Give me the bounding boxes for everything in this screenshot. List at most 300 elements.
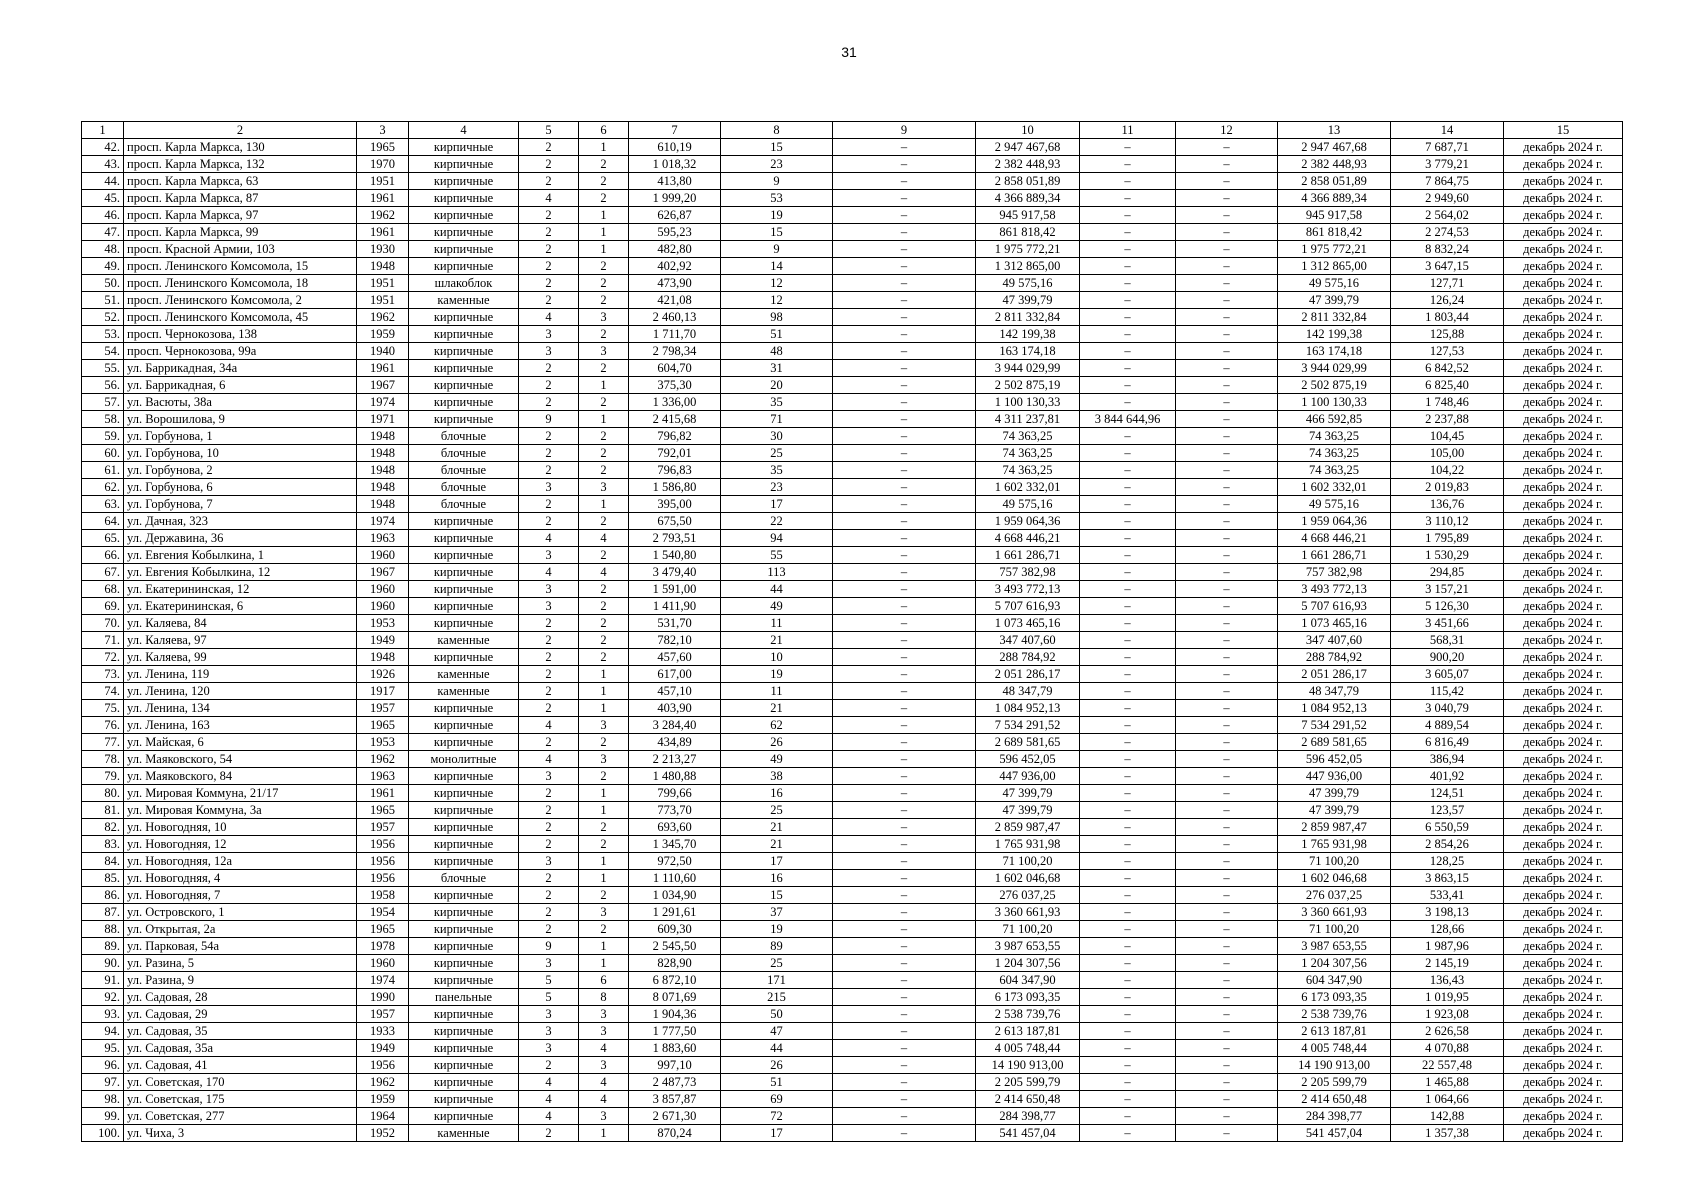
cell-address: ул. Горбунова, 1 xyxy=(124,428,357,445)
cell-cost-per-sqm: 401,92 xyxy=(1391,768,1504,785)
cell-completion-date: декабрь 2024 г. xyxy=(1504,717,1623,734)
cell-floors: 4 xyxy=(519,564,579,581)
cell-residents: 17 xyxy=(721,853,833,870)
cell-address: просп. Карла Маркса, 97 xyxy=(124,207,357,224)
cell-year-built: 1964 xyxy=(357,1108,409,1125)
cell-cost-col-12: – xyxy=(1176,734,1278,751)
cell-wall-material: кирпичные xyxy=(409,972,519,989)
cell-total-cost: 284 398,77 xyxy=(976,1108,1080,1125)
cell-wall-material: кирпичные xyxy=(409,1023,519,1040)
cell-cost-col-13: 74 363,25 xyxy=(1278,428,1391,445)
cell-cost-col-9: – xyxy=(833,989,976,1006)
cell-year-built: 1961 xyxy=(357,224,409,241)
cell-row-number: 79. xyxy=(82,768,124,785)
cell-cost-col-9: – xyxy=(833,479,976,496)
cell-floors: 2 xyxy=(519,173,579,190)
cell-total-area: 792,01 xyxy=(629,445,721,462)
cell-cost-col-13: 71 100,20 xyxy=(1278,853,1391,870)
cell-cost-col-11: – xyxy=(1080,972,1176,989)
cell-address: ул. Каляева, 84 xyxy=(124,615,357,632)
table-row xyxy=(82,768,1623,785)
cell-cost-col-9: – xyxy=(833,802,976,819)
cell-completion-date: декабрь 2024 г. xyxy=(1504,785,1623,802)
cell-floors: 3 xyxy=(519,1023,579,1040)
cell-cost-per-sqm: 6 842,52 xyxy=(1391,360,1504,377)
cell-cost-col-11: – xyxy=(1080,1057,1176,1074)
cell-total-cost: 288 784,92 xyxy=(976,649,1080,666)
cell-floors: 3 xyxy=(519,343,579,360)
cell-row-number: 44. xyxy=(82,173,124,190)
cell-wall-material: кирпичные xyxy=(409,309,519,326)
cell-residents: 11 xyxy=(721,683,833,700)
cell-year-built: 1965 xyxy=(357,802,409,819)
cell-residents: 30 xyxy=(721,428,833,445)
cell-row-number: 43. xyxy=(82,156,124,173)
cell-year-built: 1951 xyxy=(357,292,409,309)
cell-total-cost: 74 363,25 xyxy=(976,445,1080,462)
cell-row-number: 49. xyxy=(82,258,124,275)
cell-address: ул. Новогодняя, 10 xyxy=(124,819,357,836)
cell-wall-material: каменные xyxy=(409,683,519,700)
cell-year-built: 1956 xyxy=(357,836,409,853)
cell-row-number: 65. xyxy=(82,530,124,547)
cell-cost-col-12: – xyxy=(1176,190,1278,207)
cell-cost-col-11: – xyxy=(1080,479,1176,496)
cell-cost-col-12: – xyxy=(1176,768,1278,785)
cell-year-built: 1961 xyxy=(357,190,409,207)
cell-cost-col-13: 288 784,92 xyxy=(1278,649,1391,666)
cell-residents: 171 xyxy=(721,972,833,989)
cell-total-cost: 2 811 332,84 xyxy=(976,309,1080,326)
cell-completion-date: декабрь 2024 г. xyxy=(1504,972,1623,989)
cell-total-area: 626,87 xyxy=(629,207,721,224)
cell-row-number: 60. xyxy=(82,445,124,462)
cell-total-area: 375,30 xyxy=(629,377,721,394)
cell-total-cost: 757 382,98 xyxy=(976,564,1080,581)
cell-cost-col-11: – xyxy=(1080,717,1176,734)
cell-cost-col-11: – xyxy=(1080,598,1176,615)
cell-cost-col-13: 861 818,42 xyxy=(1278,224,1391,241)
cell-cost-col-13: 757 382,98 xyxy=(1278,564,1391,581)
cell-year-built: 1960 xyxy=(357,581,409,598)
cell-wall-material: блочные xyxy=(409,462,519,479)
cell-address: просп. Красной Армии, 103 xyxy=(124,241,357,258)
cell-wall-material: кирпичные xyxy=(409,139,519,156)
cell-year-built: 1953 xyxy=(357,615,409,632)
cell-cost-col-9: – xyxy=(833,972,976,989)
cell-total-area: 595,23 xyxy=(629,224,721,241)
cell-wall-material: кирпичные xyxy=(409,836,519,853)
cell-residents: 98 xyxy=(721,309,833,326)
cell-cost-col-13: 3 944 029,99 xyxy=(1278,360,1391,377)
cell-year-built: 1963 xyxy=(357,530,409,547)
cell-residents: 22 xyxy=(721,513,833,530)
column-number-12: 12 xyxy=(1176,122,1278,139)
cell-entrances: 1 xyxy=(579,700,629,717)
column-number-13: 13 xyxy=(1278,122,1391,139)
cell-cost-col-13: 1 602 046,68 xyxy=(1278,870,1391,887)
cell-cost-col-9: – xyxy=(833,1040,976,1057)
cell-total-area: 2 213,27 xyxy=(629,751,721,768)
cell-floors: 2 xyxy=(519,870,579,887)
cell-address: ул. Баррикадная, 6 xyxy=(124,377,357,394)
cell-cost-per-sqm: 4 889,54 xyxy=(1391,717,1504,734)
cell-cost-per-sqm: 6 825,40 xyxy=(1391,377,1504,394)
cell-cost-col-13: 284 398,77 xyxy=(1278,1108,1391,1125)
cell-cost-per-sqm: 115,42 xyxy=(1391,683,1504,700)
cell-residents: 23 xyxy=(721,479,833,496)
cell-cost-col-9: – xyxy=(833,258,976,275)
cell-cost-col-12: – xyxy=(1176,530,1278,547)
cell-entrances: 2 xyxy=(579,819,629,836)
cell-total-area: 2 793,51 xyxy=(629,530,721,547)
cell-wall-material: кирпичные xyxy=(409,581,519,598)
cell-cost-col-9: – xyxy=(833,700,976,717)
cell-address: ул. Евгения Кобылкина, 12 xyxy=(124,564,357,581)
cell-completion-date: декабрь 2024 г. xyxy=(1504,666,1623,683)
cell-total-cost: 3 360 661,93 xyxy=(976,904,1080,921)
cell-wall-material: кирпичные xyxy=(409,547,519,564)
cell-year-built: 1965 xyxy=(357,717,409,734)
cell-total-cost: 47 399,79 xyxy=(976,802,1080,819)
cell-completion-date: декабрь 2024 г. xyxy=(1504,428,1623,445)
cell-total-area: 1 018,32 xyxy=(629,156,721,173)
cell-cost-col-12: – xyxy=(1176,360,1278,377)
cell-row-number: 80. xyxy=(82,785,124,802)
cell-wall-material: кирпичные xyxy=(409,258,519,275)
cell-completion-date: декабрь 2024 г. xyxy=(1504,360,1623,377)
cell-address: ул. Мировая Коммуна, 21/17 xyxy=(124,785,357,802)
cell-cost-col-12: – xyxy=(1176,411,1278,428)
cell-total-cost: 2 859 987,47 xyxy=(976,819,1080,836)
column-number-6: 6 xyxy=(579,122,629,139)
cell-total-cost: 2 538 739,76 xyxy=(976,1006,1080,1023)
cell-address: ул. Новогодняя, 7 xyxy=(124,887,357,904)
cell-total-cost: 2 689 581,65 xyxy=(976,734,1080,751)
cell-year-built: 1974 xyxy=(357,513,409,530)
cell-row-number: 42. xyxy=(82,139,124,156)
cell-address: ул. Новогодняя, 12 xyxy=(124,836,357,853)
cell-total-area: 1 999,20 xyxy=(629,190,721,207)
cell-entrances: 3 xyxy=(579,479,629,496)
cell-cost-col-11: – xyxy=(1080,445,1176,462)
cell-row-number: 81. xyxy=(82,802,124,819)
cell-year-built: 1956 xyxy=(357,853,409,870)
cell-residents: 35 xyxy=(721,394,833,411)
cell-total-cost: 4 366 889,34 xyxy=(976,190,1080,207)
cell-completion-date: декабрь 2024 г. xyxy=(1504,496,1623,513)
cell-completion-date: декабрь 2024 г. xyxy=(1504,564,1623,581)
cell-total-area: 8 071,69 xyxy=(629,989,721,1006)
cell-year-built: 1960 xyxy=(357,955,409,972)
column-number-7: 7 xyxy=(629,122,721,139)
cell-cost-col-11: – xyxy=(1080,207,1176,224)
cell-completion-date: декабрь 2024 г. xyxy=(1504,802,1623,819)
cell-floors: 3 xyxy=(519,547,579,564)
cell-cost-col-12: – xyxy=(1176,632,1278,649)
table-row xyxy=(82,819,1623,836)
cell-entrances: 2 xyxy=(579,156,629,173)
cell-total-cost: 276 037,25 xyxy=(976,887,1080,904)
cell-cost-col-11: – xyxy=(1080,1040,1176,1057)
cell-residents: 44 xyxy=(721,581,833,598)
cell-completion-date: декабрь 2024 г. xyxy=(1504,1108,1623,1125)
cell-entrances: 2 xyxy=(579,326,629,343)
table-row xyxy=(82,700,1623,717)
cell-cost-per-sqm: 1 465,88 xyxy=(1391,1074,1504,1091)
table-row xyxy=(82,564,1623,581)
cell-year-built: 1962 xyxy=(357,1074,409,1091)
cell-entrances: 3 xyxy=(579,1108,629,1125)
cell-completion-date: декабрь 2024 г. xyxy=(1504,700,1623,717)
cell-floors: 2 xyxy=(519,513,579,530)
cell-cost-col-12: – xyxy=(1176,1057,1278,1074)
cell-wall-material: каменные xyxy=(409,292,519,309)
cell-total-cost: 1 204 307,56 xyxy=(976,955,1080,972)
cell-row-number: 62. xyxy=(82,479,124,496)
cell-residents: 25 xyxy=(721,445,833,462)
cell-total-area: 617,00 xyxy=(629,666,721,683)
cell-cost-col-9: – xyxy=(833,1023,976,1040)
table-row xyxy=(82,1125,1623,1142)
table-row xyxy=(82,887,1623,904)
cell-floors: 2 xyxy=(519,207,579,224)
cell-entrances: 2 xyxy=(579,887,629,904)
cell-row-number: 92. xyxy=(82,989,124,1006)
cell-cost-col-13: 49 575,16 xyxy=(1278,496,1391,513)
cell-address: просп. Карла Маркса, 87 xyxy=(124,190,357,207)
cell-cost-per-sqm: 5 126,30 xyxy=(1391,598,1504,615)
cell-cost-per-sqm: 386,94 xyxy=(1391,751,1504,768)
cell-entrances: 2 xyxy=(579,190,629,207)
cell-row-number: 59. xyxy=(82,428,124,445)
cell-completion-date: декабрь 2024 г. xyxy=(1504,1023,1623,1040)
cell-cost-col-13: 3 493 772,13 xyxy=(1278,581,1391,598)
cell-cost-col-11: – xyxy=(1080,1125,1176,1142)
cell-cost-per-sqm: 2 145,19 xyxy=(1391,955,1504,972)
cell-year-built: 1960 xyxy=(357,547,409,564)
cell-total-area: 413,80 xyxy=(629,173,721,190)
cell-cost-col-13: 48 347,79 xyxy=(1278,683,1391,700)
cell-row-number: 86. xyxy=(82,887,124,904)
cell-row-number: 78. xyxy=(82,751,124,768)
cell-wall-material: кирпичные xyxy=(409,343,519,360)
cell-wall-material: кирпичные xyxy=(409,819,519,836)
cell-cost-col-13: 4 366 889,34 xyxy=(1278,190,1391,207)
cell-entrances: 2 xyxy=(579,360,629,377)
cell-cost-col-9: – xyxy=(833,581,976,598)
cell-year-built: 1956 xyxy=(357,870,409,887)
cell-wall-material: каменные xyxy=(409,666,519,683)
cell-cost-per-sqm: 127,53 xyxy=(1391,343,1504,360)
cell-cost-col-9: – xyxy=(833,1057,976,1074)
cell-total-cost: 163 174,18 xyxy=(976,343,1080,360)
cell-cost-col-11: – xyxy=(1080,139,1176,156)
cell-cost-col-9: – xyxy=(833,343,976,360)
cell-address: просп. Карла Маркса, 130 xyxy=(124,139,357,156)
cell-cost-col-9: – xyxy=(833,156,976,173)
cell-cost-col-9: – xyxy=(833,1108,976,1125)
cell-wall-material: кирпичные xyxy=(409,173,519,190)
cell-cost-col-11: – xyxy=(1080,428,1176,445)
cell-wall-material: кирпичные xyxy=(409,768,519,785)
cell-address: ул. Дачная, 323 xyxy=(124,513,357,530)
cell-cost-col-13: 2 859 987,47 xyxy=(1278,819,1391,836)
cell-cost-per-sqm: 2 019,83 xyxy=(1391,479,1504,496)
cell-cost-col-9: – xyxy=(833,836,976,853)
cell-cost-per-sqm: 533,41 xyxy=(1391,887,1504,904)
cell-residents: 31 xyxy=(721,360,833,377)
cell-wall-material: кирпичные xyxy=(409,1057,519,1074)
cell-cost-col-12: – xyxy=(1176,1074,1278,1091)
column-number-14: 14 xyxy=(1391,122,1504,139)
cell-entrances: 1 xyxy=(579,666,629,683)
cell-cost-col-12: – xyxy=(1176,751,1278,768)
table-row xyxy=(82,615,1623,632)
column-number-1: 1 xyxy=(82,122,124,139)
cell-completion-date: декабрь 2024 г. xyxy=(1504,156,1623,173)
cell-total-cost: 2 947 467,68 xyxy=(976,139,1080,156)
cell-residents: 35 xyxy=(721,462,833,479)
cell-wall-material: кирпичные xyxy=(409,717,519,734)
cell-cost-col-12: – xyxy=(1176,1023,1278,1040)
cell-cost-col-12: – xyxy=(1176,615,1278,632)
cell-cost-col-12: – xyxy=(1176,445,1278,462)
cell-entrances: 2 xyxy=(579,547,629,564)
cell-cost-col-9: – xyxy=(833,530,976,547)
cell-total-cost: 1 959 064,36 xyxy=(976,513,1080,530)
cell-cost-col-9: – xyxy=(833,428,976,445)
cell-cost-col-13: 4 005 748,44 xyxy=(1278,1040,1391,1057)
cell-total-area: 403,90 xyxy=(629,700,721,717)
cell-total-cost: 2 205 599,79 xyxy=(976,1074,1080,1091)
cell-cost-col-9: – xyxy=(833,411,976,428)
cell-wall-material: кирпичные xyxy=(409,1006,519,1023)
cell-cost-col-12: – xyxy=(1176,700,1278,717)
cell-total-cost: 1 100 130,33 xyxy=(976,394,1080,411)
cell-total-area: 610,19 xyxy=(629,139,721,156)
cell-completion-date: декабрь 2024 г. xyxy=(1504,904,1623,921)
cell-cost-per-sqm: 900,20 xyxy=(1391,649,1504,666)
cell-cost-per-sqm: 104,22 xyxy=(1391,462,1504,479)
cell-address: ул. Парковая, 54а xyxy=(124,938,357,955)
cell-year-built: 1967 xyxy=(357,377,409,394)
cell-cost-col-9: – xyxy=(833,955,976,972)
cell-cost-col-9: – xyxy=(833,377,976,394)
cell-cost-col-9: – xyxy=(833,887,976,904)
table-row xyxy=(82,377,1623,394)
cell-total-cost: 14 190 913,00 xyxy=(976,1057,1080,1074)
column-number-8: 8 xyxy=(721,122,833,139)
cell-cost-col-12: – xyxy=(1176,955,1278,972)
table-row xyxy=(82,530,1623,547)
cell-floors: 2 xyxy=(519,734,579,751)
cell-wall-material: кирпичные xyxy=(409,785,519,802)
cell-cost-col-9: – xyxy=(833,547,976,564)
table-row xyxy=(82,462,1623,479)
cell-total-cost: 2 382 448,93 xyxy=(976,156,1080,173)
cell-year-built: 1965 xyxy=(357,139,409,156)
cell-completion-date: декабрь 2024 г. xyxy=(1504,377,1623,394)
cell-floors: 2 xyxy=(519,275,579,292)
cell-cost-col-11: – xyxy=(1080,989,1176,1006)
cell-total-cost: 945 917,58 xyxy=(976,207,1080,224)
cell-residents: 37 xyxy=(721,904,833,921)
column-number-5: 5 xyxy=(519,122,579,139)
cell-residents: 62 xyxy=(721,717,833,734)
cell-cost-col-11: – xyxy=(1080,1091,1176,1108)
cell-cost-col-11: – xyxy=(1080,853,1176,870)
cell-total-cost: 447 936,00 xyxy=(976,768,1080,785)
table-row xyxy=(82,139,1623,156)
cell-total-cost: 48 347,79 xyxy=(976,683,1080,700)
cell-cost-per-sqm: 3 779,21 xyxy=(1391,156,1504,173)
cell-cost-col-9: – xyxy=(833,445,976,462)
cell-entrances: 2 xyxy=(579,445,629,462)
cell-entrances: 3 xyxy=(579,751,629,768)
cell-row-number: 55. xyxy=(82,360,124,377)
cell-cost-col-11: – xyxy=(1080,547,1176,564)
cell-wall-material: кирпичные xyxy=(409,530,519,547)
cell-wall-material: кирпичные xyxy=(409,853,519,870)
cell-row-number: 100. xyxy=(82,1125,124,1142)
cell-cost-col-13: 14 190 913,00 xyxy=(1278,1057,1391,1074)
cell-cost-col-12: – xyxy=(1176,292,1278,309)
cell-floors: 4 xyxy=(519,751,579,768)
cell-row-number: 75. xyxy=(82,700,124,717)
cell-floors: 2 xyxy=(519,1125,579,1142)
cell-residents: 49 xyxy=(721,598,833,615)
cell-wall-material: каменные xyxy=(409,1125,519,1142)
cell-cost-col-9: – xyxy=(833,1074,976,1091)
cell-total-cost: 2 858 051,89 xyxy=(976,173,1080,190)
cell-cost-col-12: – xyxy=(1176,836,1278,853)
cell-wall-material: блочные xyxy=(409,428,519,445)
cell-cost-per-sqm: 142,88 xyxy=(1391,1108,1504,1125)
cell-row-number: 72. xyxy=(82,649,124,666)
cell-floors: 5 xyxy=(519,989,579,1006)
cell-entrances: 8 xyxy=(579,989,629,1006)
cell-row-number: 89. xyxy=(82,938,124,955)
cell-floors: 2 xyxy=(519,224,579,241)
cell-floors: 3 xyxy=(519,853,579,870)
cell-year-built: 1952 xyxy=(357,1125,409,1142)
cell-cost-col-11: – xyxy=(1080,581,1176,598)
cell-cost-col-11: – xyxy=(1080,887,1176,904)
cell-floors: 9 xyxy=(519,411,579,428)
cell-cost-per-sqm: 22 557,48 xyxy=(1391,1057,1504,1074)
cell-cost-col-12: – xyxy=(1176,207,1278,224)
cell-cost-col-13: 1 765 931,98 xyxy=(1278,836,1391,853)
cell-cost-per-sqm: 128,66 xyxy=(1391,921,1504,938)
cell-cost-col-9: – xyxy=(833,292,976,309)
cell-row-number: 74. xyxy=(82,683,124,700)
cell-cost-col-13: 47 399,79 xyxy=(1278,292,1391,309)
cell-address: ул. Каляева, 99 xyxy=(124,649,357,666)
cell-cost-per-sqm: 2 564,02 xyxy=(1391,207,1504,224)
cell-total-area: 870,24 xyxy=(629,1125,721,1142)
cell-entrances: 1 xyxy=(579,377,629,394)
cell-cost-col-11: – xyxy=(1080,394,1176,411)
cell-cost-col-12: – xyxy=(1176,513,1278,530)
cell-entrances: 1 xyxy=(579,938,629,955)
cell-row-number: 87. xyxy=(82,904,124,921)
cell-cost-col-11: – xyxy=(1080,802,1176,819)
cell-cost-per-sqm: 6 550,59 xyxy=(1391,819,1504,836)
cell-address: ул. Екатерининская, 12 xyxy=(124,581,357,598)
cell-cost-col-12: – xyxy=(1176,785,1278,802)
table-row xyxy=(82,394,1623,411)
